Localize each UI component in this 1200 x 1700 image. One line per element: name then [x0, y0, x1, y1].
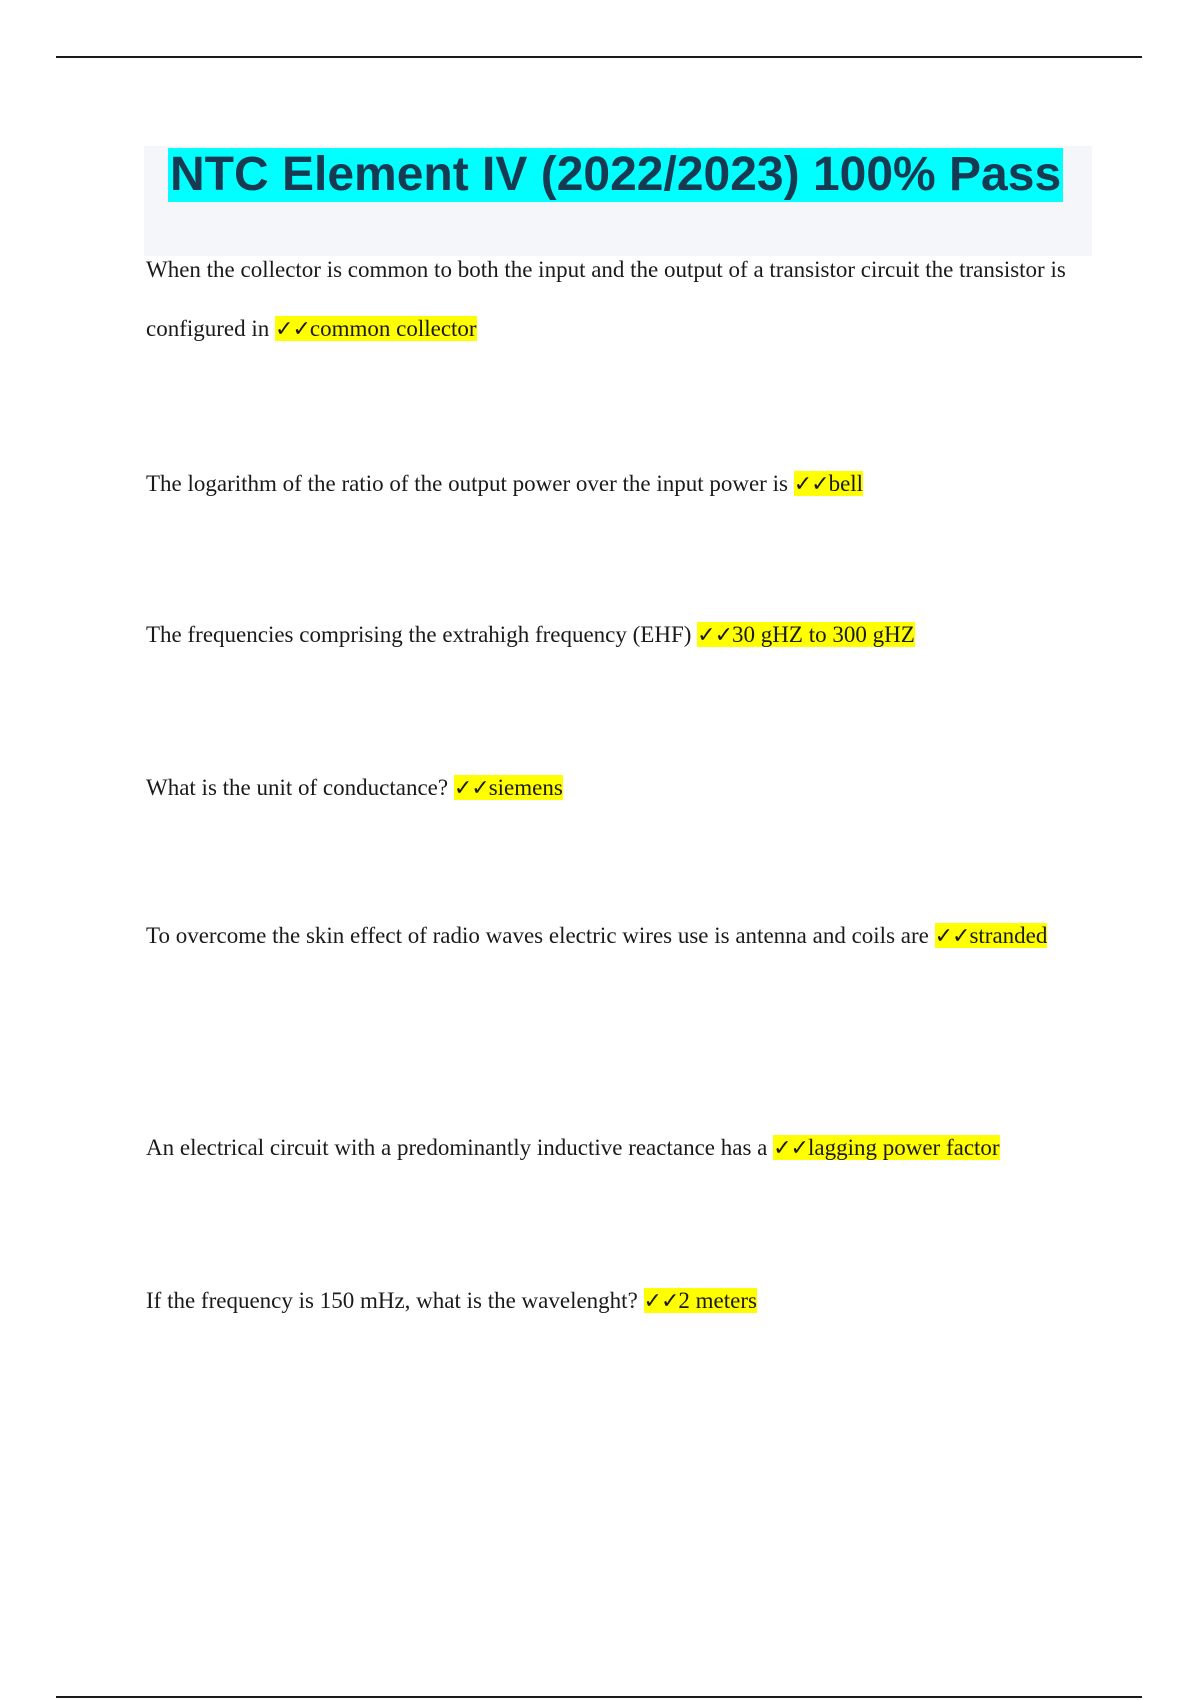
question-text: To overcome the skin effect of radio waves electric wires use is antenna and coils are	[146, 923, 929, 948]
question-text: The frequencies comprising the extrahigh frequency (EHF)	[146, 622, 692, 647]
check-icon: ✓✓	[275, 317, 310, 342]
check-icon: ✓✓	[934, 924, 970, 949]
check-icon: ✓✓	[453, 776, 489, 801]
question-text: When the collector is common to both the input and the output of a transistor circuit the transistor is configured in	[146, 257, 1066, 341]
top-rule	[56, 56, 1142, 58]
qa-item-2	[146, 454, 1066, 514]
question-text: The logarithm of the ratio of the output power over the input power is	[146, 471, 788, 496]
question-text: An electrical circuit with a predominantly inductive reactance has a	[146, 1135, 768, 1160]
answer-text: 30 gHZ to 300 gHZ	[732, 622, 915, 647]
answer-highlight	[773, 1135, 999, 1160]
page-title: NTC Element IV (2022/2023) 100% Pass	[170, 148, 1062, 201]
question-text: If the frequency is 150 mHz, what is the wavelenght?	[146, 1288, 638, 1313]
check-icon: ✓✓	[793, 472, 829, 497]
qa-item-1	[146, 240, 1066, 359]
qa-item-3	[146, 605, 1066, 665]
answer-highlight	[935, 923, 1048, 948]
answer-highlight	[697, 622, 915, 647]
question-text: What is the unit of conductance?	[146, 775, 449, 800]
check-icon: ✓✓	[643, 1289, 679, 1314]
answer-text: lagging power factor	[807, 1135, 1000, 1160]
check-icon: ✓✓	[773, 1136, 808, 1161]
answer-highlight	[275, 316, 477, 341]
answer-text: stranded	[969, 923, 1048, 948]
answer-highlight	[794, 471, 863, 496]
answer-text: 2 meters	[678, 1288, 757, 1313]
answer-text: siemens	[488, 775, 563, 800]
answer-text: common collector	[309, 316, 477, 341]
qa-item-7	[146, 1271, 1066, 1331]
qa-item-5	[146, 906, 1066, 966]
answer-text: bell	[828, 471, 864, 496]
qa-item-6	[146, 1118, 1066, 1178]
answer-highlight	[454, 775, 563, 800]
check-icon: ✓✓	[697, 623, 733, 648]
qa-item-4	[146, 758, 1066, 818]
answer-highlight	[644, 1288, 757, 1313]
bottom-rule	[56, 1696, 1142, 1698]
